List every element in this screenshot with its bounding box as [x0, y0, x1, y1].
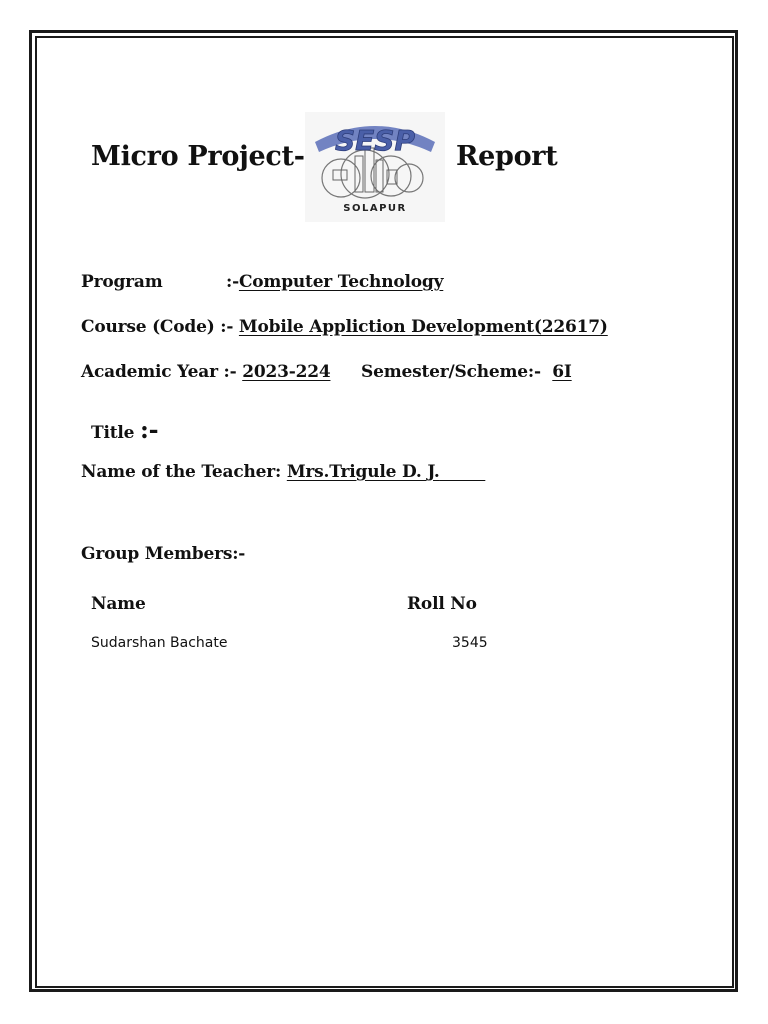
teacher-underline-fill — [440, 462, 486, 482]
title-row — [91, 415, 158, 444]
year-label: Academic Year :- — [81, 362, 237, 382]
sesp-logo-icon — [305, 112, 445, 222]
members-header-name: Name — [91, 594, 146, 614]
year-row — [81, 362, 330, 382]
semester-label: Semester/Scheme:- — [361, 362, 541, 382]
heading-right: Report — [456, 141, 558, 172]
course-row — [81, 317, 608, 337]
teacher-row — [81, 462, 485, 482]
year-value: 2023-224 — [242, 362, 331, 382]
program-value: Computer Technology — [238, 272, 444, 292]
course-label: Course (Code) :- — [81, 317, 234, 337]
svg-text:SESP: SESP — [335, 124, 415, 157]
members-header-roll: Roll No — [407, 594, 477, 614]
sesp-logo — [305, 112, 445, 222]
program-separator: :- — [226, 272, 239, 292]
semester-value: 6I — [552, 362, 572, 382]
member-name: Sudarshan Bachate — [91, 635, 228, 651]
heading-left: Micro Project- — [91, 141, 305, 172]
course-value: Mobile Appliction Development(22617) — [238, 317, 608, 337]
member-roll: 3545 — [452, 635, 488, 651]
title-label: Title — [91, 423, 135, 443]
group-members-label: Group Members:- — [81, 544, 246, 564]
semester-row — [361, 362, 572, 382]
teacher-value: Mrs.Trigule D. J. — [286, 462, 440, 482]
program-label: Program — [81, 272, 163, 292]
title-separator: :- — [139, 415, 159, 444]
svg-text:SOLAPUR: SOLAPUR — [343, 203, 407, 214]
teacher-label: Name of the Teacher: — [81, 462, 282, 482]
program-row — [226, 272, 443, 292]
